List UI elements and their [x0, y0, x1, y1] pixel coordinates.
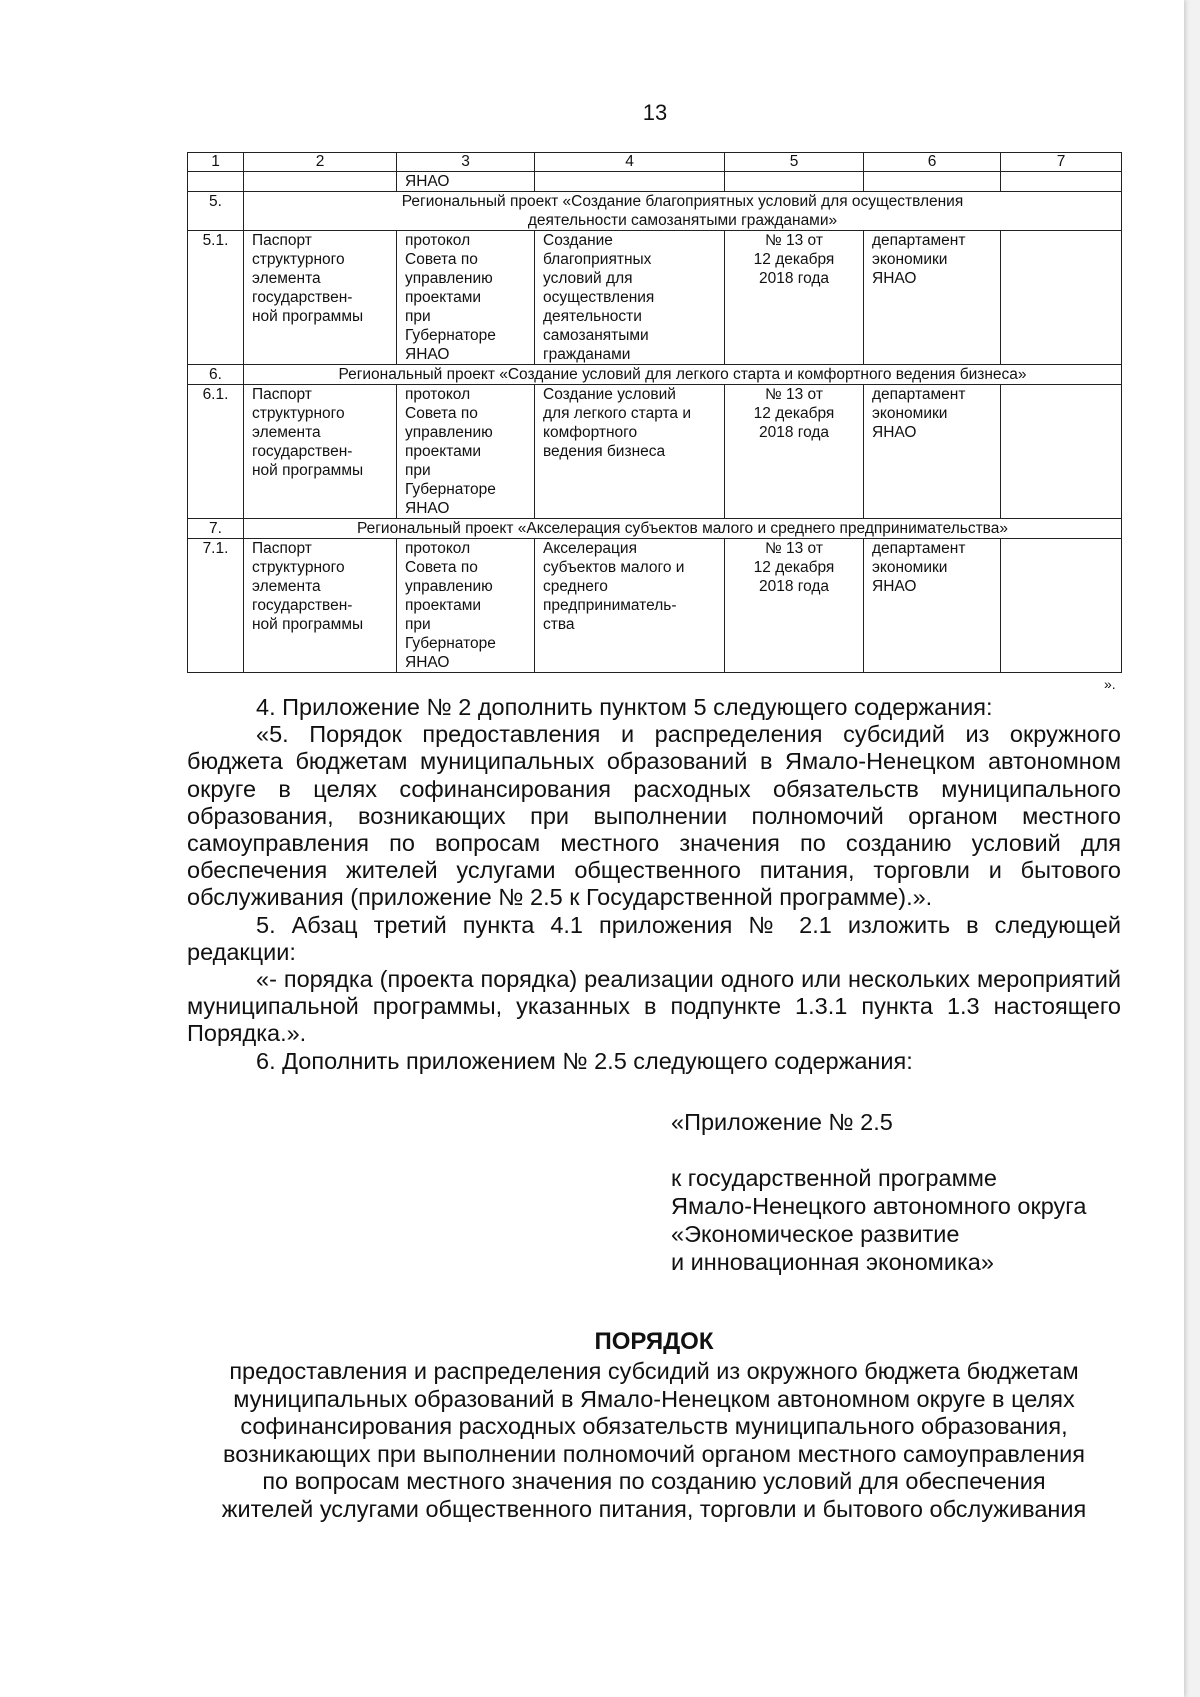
cell-line: субъектов малого и: [543, 559, 685, 576]
cell-line: ства: [543, 616, 575, 633]
header-cell: 2: [244, 153, 397, 172]
cell-line: при: [405, 616, 431, 633]
cell-line: протокол: [405, 386, 471, 403]
order-subtitle-line: муниципальных образований в Ямало-Ненецком автономном округе в целях: [233, 1385, 1075, 1412]
amendment-text: [187, 694, 1121, 1075]
cell-line: 12 декабря: [753, 559, 835, 576]
table-sections: [188, 192, 1122, 673]
page-number: 13: [642, 100, 668, 125]
cell-line: департамент: [872, 232, 966, 249]
protocol-date-cell: [725, 385, 864, 519]
order-subtitle-line: возникающих при выполнении полномочий органом местного самоуправления: [223, 1440, 1085, 1467]
annex-line: к государственной программе: [671, 1165, 997, 1191]
item-number: 7.1.: [188, 539, 244, 673]
header-cell: 5: [725, 153, 864, 172]
project-name-cell: [535, 231, 725, 365]
project-name-cell: [535, 539, 725, 673]
cell-line: управлению: [405, 270, 493, 287]
order-subtitle-line: жителей услугами общественного питания, торговли и бытового обслуживания: [221, 1495, 1087, 1522]
section-title: [244, 519, 1122, 539]
cell-line: ЯНАО: [405, 346, 450, 363]
cell-line: ЯНАО: [405, 654, 450, 671]
document-type-cell: [244, 539, 397, 673]
cell-line: Создание: [543, 232, 613, 249]
cell-line: структурного: [252, 251, 345, 268]
cell-line: благоприятных: [543, 251, 652, 268]
paragraph: «5. Порядок предоставления и распределения субсидий из окружного бюджета бюджетам муниципальных образований в Ямало-Ненецком автономном округе в целях софинансирования расходных обязательств муниципального образования, возникающих при выполнении полномочий органом местного самоуправления по вопросам местного значения по созданию условий для обеспечения жителей услугами общественного питания, торговли и бытового обслуживания (приложение № 2.5 к Государственной программе).».: [187, 721, 1121, 911]
paragraph: 4. Приложение № 2 дополнить пунктом 5 следующего содержания:: [256, 694, 993, 720]
section-row: [188, 192, 1122, 231]
cell-line: Совета по: [405, 405, 478, 422]
annex-line: и инновационная экономика»: [671, 1249, 994, 1275]
cell-line: Региональный проект «Создание условий для легкого старта и комфортного ведения бизнеса»: [338, 366, 1027, 383]
table-header-row: [188, 153, 1122, 172]
cell-line: элемента: [252, 578, 321, 595]
table-cell: [244, 172, 397, 192]
cell-line: департамент: [872, 540, 966, 557]
cell-line: Губернаторе: [405, 635, 496, 652]
table-cell: [188, 172, 244, 192]
section-row: [188, 365, 1122, 385]
cell-line: Паспорт: [252, 386, 312, 403]
paragraph: 5. Абзац третий пункта 4.1 приложения № 2.1 изложить в следующей редакции:: [187, 911, 1121, 965]
paragraph: 6. Дополнить приложением № 2.5 следующего содержания:: [256, 1047, 913, 1074]
cell-line: экономики: [872, 559, 948, 576]
table-row: [188, 539, 1122, 673]
cell-line: Создание условий: [543, 386, 676, 403]
cell-line: ведения бизнеса: [543, 443, 666, 460]
protocol-date-cell: [725, 231, 864, 365]
cell-line: условий для: [543, 270, 633, 287]
table-cell: ЯНАО: [397, 172, 535, 192]
table-cell: [1001, 539, 1122, 673]
cell-line: Совета по: [405, 559, 478, 576]
section-number: 7.: [188, 519, 244, 539]
cell-line: Акселерация: [543, 540, 637, 557]
cell-line: ЯНАО: [872, 578, 917, 595]
cell-line: самозанятыми: [543, 327, 649, 344]
item-number: 5.1.: [188, 231, 244, 365]
table-cell: [1001, 172, 1122, 192]
cell-line: гражданами: [543, 346, 631, 363]
cell-line: экономики: [872, 405, 948, 422]
cell-line: № 13 от: [765, 386, 823, 403]
cell-line: ной программы: [252, 616, 364, 633]
cell-line: № 13 от: [765, 540, 823, 557]
cell-line: комфортного: [543, 424, 638, 441]
header-cell: 3: [397, 153, 535, 172]
project-name-cell: [535, 385, 725, 519]
table-row: [188, 385, 1122, 519]
cell-line: департамент: [872, 386, 966, 403]
table-cell: [725, 172, 864, 192]
cell-line: элемента: [252, 424, 321, 441]
table-cell: [864, 172, 1001, 192]
cell-line: Паспорт: [252, 232, 312, 249]
cell-line: ной программы: [252, 308, 364, 325]
annex-heading: [671, 1108, 1086, 1276]
cell-line: управлению: [405, 578, 493, 595]
section-title: [244, 192, 1122, 231]
cell-line: № 13 от: [765, 232, 823, 249]
cell-line: Губернаторе: [405, 481, 496, 498]
header-cell: 4: [535, 153, 725, 172]
section-number: 5.: [188, 192, 244, 231]
approval-authority-cell: [397, 539, 535, 673]
cell-line: 12 декабря: [753, 405, 835, 422]
cell-line: при: [405, 462, 431, 479]
cell-line: ЯНАО: [872, 270, 917, 287]
executor-cell: [864, 539, 1001, 673]
cell-line: протокол: [405, 232, 471, 249]
approval-authority-cell: [397, 231, 535, 365]
cell-line: Региональный проект «Создание благоприятных условий для осуществления: [401, 193, 964, 210]
paragraph: «- порядка (проекта порядка) реализации одного или нескольких мероприятий муниципальной программы, указанных в подпункте 1.3.1 пункта 1.3 настоящего Порядка.».: [187, 966, 1121, 1047]
cell-line: 2018 года: [758, 424, 830, 441]
cell-line: предприниматель-: [543, 597, 677, 614]
table-closing-mark: ».: [1104, 676, 1116, 692]
order-title: ПОРЯДОК: [594, 1328, 714, 1355]
document-type-cell: [244, 385, 397, 519]
order-subtitle: [180, 1358, 1128, 1523]
cell-line: Региональный проект «Акселерация субъектов малого и среднего предпринимательства»: [357, 520, 1008, 537]
cell-line: экономики: [872, 251, 948, 268]
cell-line: Паспорт: [252, 540, 312, 557]
header-cell: 1: [188, 153, 244, 172]
cell-line: проектами: [405, 443, 482, 460]
cell-line: Совета по: [405, 251, 478, 268]
document-type-cell: [244, 231, 397, 365]
cell-line: государствен-: [252, 443, 353, 460]
header-cell: 6: [864, 153, 1001, 172]
cell-line: ЯНАО: [872, 424, 917, 441]
annex-line: «Экономическое развитие: [671, 1221, 960, 1247]
executor-cell: [864, 385, 1001, 519]
cell-line: деятельности самозанятыми гражданами»: [527, 212, 838, 229]
item-number: 6.1.: [188, 385, 244, 519]
annex-line: «Приложение № 2.5: [671, 1109, 893, 1135]
cell-line: проектами: [405, 289, 482, 306]
projects-table: [187, 152, 1122, 673]
cell-line: структурного: [252, 559, 345, 576]
cell-line: для легкого старта и: [543, 405, 692, 422]
cell-line: осуществления: [543, 289, 655, 306]
cell-line: Губернаторе: [405, 327, 496, 344]
cell-line: среднего: [543, 578, 608, 595]
cell-line: 2018 года: [758, 270, 830, 287]
cell-line: 12 декабря: [753, 251, 835, 268]
order-subtitle-line: предоставления и распределения субсидий из окружного бюджета бюджетам: [229, 1358, 1079, 1384]
order-subtitle-line: по вопросам местного значения по созданию условий для обеспечения: [262, 1468, 1046, 1494]
order-subtitle-line: софинансирования расходных обязательств муниципального образования,: [240, 1413, 1068, 1439]
cell-line: 2018 года: [758, 578, 830, 595]
section-row: [188, 519, 1122, 539]
table-cell: [1001, 231, 1122, 365]
cell-line: протокол: [405, 540, 471, 557]
cell-line: элемента: [252, 270, 321, 287]
protocol-date-cell: [725, 539, 864, 673]
cell-line: проектами: [405, 597, 482, 614]
cell-line: ЯНАО: [405, 500, 450, 517]
annex-line: Ямало-Ненецкого автономного округа: [671, 1193, 1087, 1219]
cell-line: государствен-: [252, 597, 353, 614]
cell-line: при: [405, 308, 431, 325]
executor-cell: [864, 231, 1001, 365]
header-cell: 7: [1001, 153, 1122, 172]
section-number: 6.: [188, 365, 244, 385]
table-row: [188, 231, 1122, 365]
cell-line: ной программы: [252, 462, 364, 479]
cell-line: управлению: [405, 424, 493, 441]
cell-line: деятельности: [543, 308, 642, 325]
table-row: [188, 172, 1122, 192]
table-cell: [1001, 385, 1122, 519]
cell-line: государствен-: [252, 289, 353, 306]
cell-line: структурного: [252, 405, 345, 422]
table-cell: [535, 172, 725, 192]
section-title: [244, 365, 1122, 385]
approval-authority-cell: [397, 385, 535, 519]
